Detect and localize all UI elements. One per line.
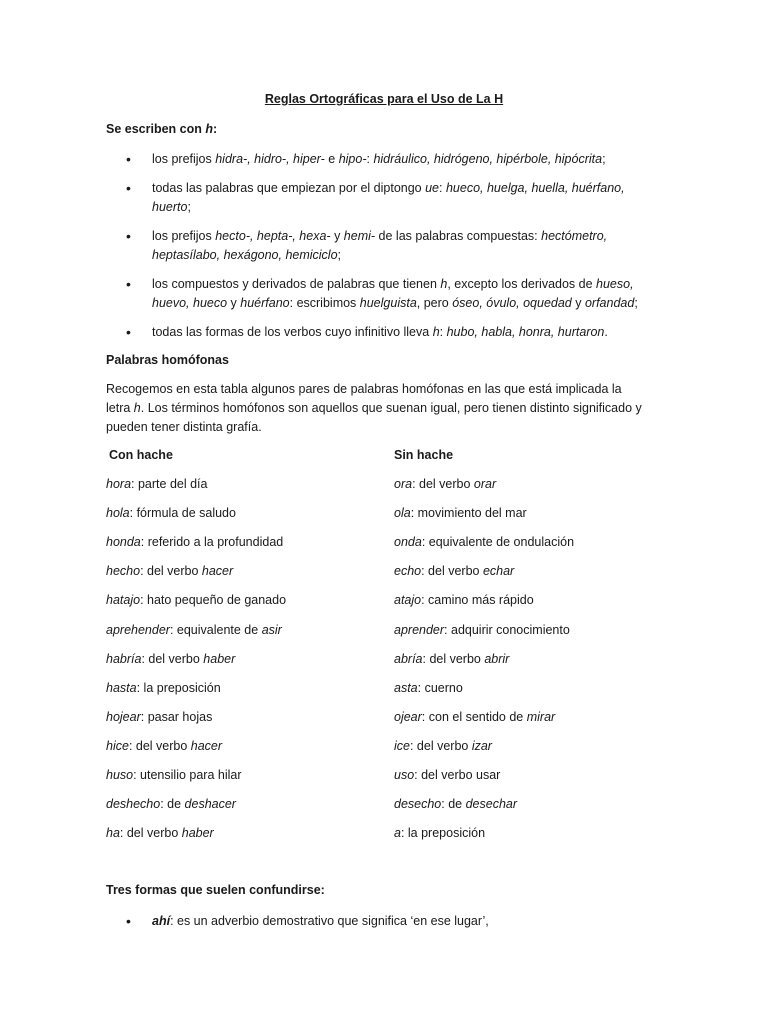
italic-term: hasta — [106, 681, 137, 695]
text-segment: : pasar hojas — [140, 710, 213, 724]
cell-con-hache — [106, 710, 212, 724]
text-segment: : hato pequeño de ganado — [140, 593, 287, 607]
confusing-forms-list — [106, 912, 666, 931]
text-segment: y — [330, 229, 344, 243]
table-row — [0, 826, 768, 846]
italic-term: h — [440, 277, 448, 291]
text-segment: : con el sentido de — [421, 710, 527, 724]
text-segment: : utensilio para hilar — [133, 768, 242, 782]
table-row — [0, 477, 768, 497]
cell-sin-hache — [394, 739, 492, 753]
text-segment: : cuerno — [417, 681, 463, 695]
italic-term: huerto — [152, 200, 188, 214]
text-segment: : camino más rápido — [421, 593, 534, 607]
italic-term: orar — [473, 477, 497, 491]
cell-sin-hache — [394, 652, 509, 666]
cell-sin-hache — [394, 593, 534, 607]
intro-paragraph — [106, 380, 666, 437]
italic-term: huevo, hueco — [152, 296, 228, 310]
text-segment: : — [439, 325, 447, 339]
text-segment: Recogemos en esta tabla algunos pares de palabras homófonas en las que está implicada la — [106, 382, 622, 396]
text-segment: : parte del día — [131, 477, 208, 491]
text-segment: : escribimos — [289, 296, 360, 310]
section-heading-tres-formas: Tres formas que suelen confundirse: — [106, 883, 325, 897]
text-segment: : del verbo — [409, 739, 472, 753]
text-segment: . Los términos homófonos son aquellos que suenan igual, pero tienen distinto significado y — [140, 401, 642, 415]
italic-term: haber — [203, 652, 236, 666]
text-segment: ; — [634, 296, 638, 310]
table-row — [0, 623, 768, 643]
text-segment: : de — [441, 797, 466, 811]
table-row — [0, 710, 768, 730]
italic-term: óseo, óvulo, oquedad — [452, 296, 572, 310]
heading-text: Se escriben con — [106, 122, 206, 136]
text-segment: ; — [602, 152, 606, 166]
italic-term: hueso, — [596, 277, 634, 291]
table-row — [0, 681, 768, 701]
rule-item — [106, 179, 666, 217]
italic-term: ahí — [152, 914, 171, 928]
text-segment: : referido a la profundidad — [140, 535, 284, 549]
cell-sin-hache — [394, 535, 574, 549]
text-segment: : — [366, 152, 374, 166]
italic-term: desecho — [394, 797, 442, 811]
table-row — [0, 506, 768, 526]
text-segment: : la preposición — [136, 681, 221, 695]
italic-term: habría — [106, 652, 142, 666]
text-segment: todas las formas de los verbos cuyo infinitivo lleva — [152, 325, 433, 339]
italic-term: ola — [394, 506, 411, 520]
text-segment: : equivalente de ondulación — [421, 535, 575, 549]
table-row — [0, 593, 768, 613]
cell-con-hache — [106, 623, 282, 637]
cell-sin-hache — [394, 506, 527, 520]
cell-con-hache — [106, 593, 286, 607]
rule-item — [106, 323, 666, 342]
text-segment: : del verbo — [412, 477, 474, 491]
italic-term: asir — [261, 623, 282, 637]
text-segment: todas las palabras que empiezan por el diptongo — [152, 181, 426, 195]
italic-term: huelguista — [359, 296, 417, 310]
table-row — [0, 739, 768, 759]
italic-term: hacer — [190, 739, 223, 753]
italic-term: hora — [106, 477, 132, 491]
cell-sin-hache — [394, 768, 500, 782]
confusing-form-item — [106, 912, 666, 931]
italic-term: hecto-, hepta-, hexa- — [215, 229, 331, 243]
italic-term: hemi- — [343, 229, 376, 243]
cell-sin-hache — [394, 477, 496, 491]
cell-con-hache — [106, 535, 283, 549]
cell-sin-hache — [394, 623, 570, 637]
text-segment: . — [604, 325, 608, 339]
table-row — [0, 768, 768, 788]
italic-term: h — [133, 401, 141, 415]
italic-term: ue — [425, 181, 440, 195]
text-segment: y — [227, 296, 241, 310]
text-segment: de las palabras compuestas: — [375, 229, 542, 243]
text-segment: : movimiento del mar — [410, 506, 527, 520]
italic-term: uso — [394, 768, 415, 782]
italic-term: heptasílabo, hexágono, hemiciclo — [152, 248, 338, 262]
italic-term: huso — [106, 768, 134, 782]
text-segment: : es un adverbio demostrativo que significa ‘en ese lugar’, — [170, 914, 489, 928]
italic-term: abría — [394, 652, 423, 666]
italic-term: ojear — [394, 710, 422, 724]
italic-term: asta — [394, 681, 418, 695]
cell-con-hache — [106, 506, 236, 520]
italic-term: ha — [106, 826, 120, 840]
italic-term: hola — [106, 506, 130, 520]
italic-term: h — [432, 325, 440, 339]
table-row — [0, 652, 768, 672]
text-segment: : la preposición — [400, 826, 486, 840]
italic-term: hojear — [106, 710, 141, 724]
italic-term: deshecho — [106, 797, 161, 811]
cell-con-hache — [106, 564, 233, 578]
italic-term: hacer — [201, 564, 234, 578]
table-row — [0, 535, 768, 555]
text-segment: : equivalente de — [169, 623, 262, 637]
text-segment: , pero — [416, 296, 453, 310]
section-heading-se-escriben — [106, 122, 217, 136]
rule-item — [106, 275, 666, 313]
cell-con-hache — [106, 768, 242, 782]
table-row — [0, 797, 768, 817]
text-segment: e — [324, 152, 339, 166]
text-segment: : del verbo — [119, 826, 182, 840]
text-segment: los compuestos y derivados de palabras que tienen — [152, 277, 441, 291]
document-title: Reglas Ortográficas para el Uso de La H — [264, 92, 504, 106]
text-segment: ; — [337, 248, 342, 262]
italic-term: hatajo — [106, 593, 141, 607]
text-segment: : del verbo — [128, 739, 191, 753]
rule-item — [106, 150, 666, 169]
heading-h-letter: h — [205, 122, 213, 136]
italic-term: mirar — [526, 710, 556, 724]
italic-term: huérfano — [240, 296, 290, 310]
cell-sin-hache — [394, 681, 463, 695]
italic-term: aprender — [394, 623, 445, 637]
italic-term: hipo- — [338, 152, 367, 166]
cell-con-hache — [106, 739, 222, 753]
text-segment: : del verbo — [140, 564, 202, 578]
text-segment: : del verbo usar — [414, 768, 501, 782]
table-row — [0, 564, 768, 584]
italic-term: ora — [394, 477, 413, 491]
italic-term: izar — [471, 739, 492, 753]
italic-term: hueco, huelga, huella, huérfano, — [445, 181, 625, 195]
italic-term: hecho — [106, 564, 141, 578]
cell-con-hache — [106, 681, 221, 695]
italic-term: a — [394, 826, 401, 840]
col-header-sin-hache: Sin hache — [394, 448, 454, 462]
italic-term: onda — [394, 535, 422, 549]
italic-term: hubo, habla, honra, hurtaron — [446, 325, 605, 339]
italic-term: deshacer — [184, 797, 236, 811]
italic-term: atajo — [394, 593, 422, 607]
italic-term: desechar — [465, 797, 518, 811]
cell-sin-hache — [394, 797, 517, 811]
italic-term: haber — [181, 826, 214, 840]
italic-term: echo — [394, 564, 422, 578]
text-segment: letra — [106, 401, 134, 415]
text-segment: pueden tener distinta grafía. — [106, 420, 262, 434]
text-segment: : del verbo — [422, 652, 485, 666]
text-segment: los prefijos — [152, 152, 216, 166]
cell-con-hache — [106, 826, 214, 840]
italic-term: ice — [394, 739, 410, 753]
col-header-con-hache: Con hache — [109, 448, 173, 462]
heading-colon: : — [213, 122, 218, 136]
cell-sin-hache — [394, 826, 485, 840]
italic-term: abrir — [484, 652, 510, 666]
cell-sin-hache — [394, 564, 514, 578]
rule-item — [106, 227, 666, 265]
rules-list — [106, 150, 666, 342]
text-segment: : fórmula de saludo — [129, 506, 236, 520]
text-segment: : de — [160, 797, 185, 811]
italic-term: hidra-, hidro-, hiper- — [215, 152, 325, 166]
text-segment: , excepto los derivados de — [447, 277, 597, 291]
text-segment: : — [439, 181, 446, 195]
text-segment: : del verbo — [421, 564, 483, 578]
cell-con-hache — [106, 797, 236, 811]
italic-term: orfandad — [584, 296, 635, 310]
text-segment: los prefijos — [152, 229, 216, 243]
table-header-row — [0, 448, 768, 468]
cell-con-hache — [106, 477, 207, 491]
cell-sin-hache — [394, 710, 555, 724]
italic-term: echar — [482, 564, 515, 578]
text-segment: ; — [187, 200, 191, 214]
italic-term: hectómetro, — [541, 229, 608, 243]
text-segment: : del verbo — [141, 652, 204, 666]
text-segment: y — [571, 296, 585, 310]
italic-term: aprehender — [106, 623, 170, 637]
italic-term: hice — [106, 739, 129, 753]
text-segment: : adquirir conocimiento — [444, 623, 570, 637]
italic-term: hidráulico, hidrógeno, hipérbole, hipócrita — [373, 152, 603, 166]
italic-term: honda — [106, 535, 141, 549]
cell-con-hache — [106, 652, 235, 666]
section-heading-homofonas: Palabras homófonas — [106, 353, 229, 367]
